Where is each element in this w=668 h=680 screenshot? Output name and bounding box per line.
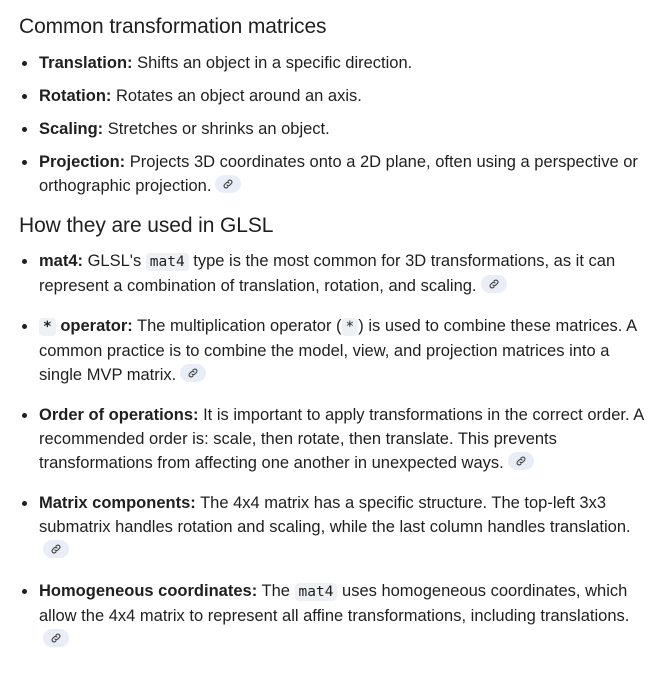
term: Homogeneous coordinates: [39, 582, 258, 600]
description: GLSL's [83, 252, 146, 270]
list-item [19, 117, 668, 141]
term-text: operator: [55, 317, 133, 335]
description: type is the most common for 3D transformations, as it can represent a combination of translation, rotation, and scaling. [39, 252, 616, 295]
list-item [19, 314, 668, 387]
description: The multiplication operator ( [132, 317, 342, 335]
list-item [19, 403, 668, 475]
citation-link-button[interactable] [215, 175, 241, 193]
term [39, 317, 133, 335]
term: Order of operations: [39, 406, 199, 424]
list-item [19, 249, 668, 298]
term: mat4: [39, 252, 84, 270]
citation-link-button[interactable] [481, 275, 507, 293]
description: Shifts an object in a specific direction. [132, 54, 413, 72]
link-icon [187, 367, 199, 379]
section-heading-transformations: Common transformation matrices [19, 15, 327, 38]
list-item [19, 51, 668, 75]
description: The 4x4 matrix has a specific structure. The top-left 3x3 submatrix handles rotation and scaling, while the last column handles translation. [39, 494, 631, 536]
list-item [19, 579, 668, 652]
link-icon [222, 178, 234, 190]
list-item [19, 491, 668, 563]
transformations-list [19, 51, 668, 198]
term: Scaling: [39, 120, 104, 138]
description: Stretches or shrinks an object. [103, 120, 330, 138]
link-icon [50, 543, 62, 555]
description: Projects 3D coordinates onto a 2D plane, often using a perspective or orthographic projection. [39, 153, 638, 195]
link-icon [515, 455, 527, 467]
term: Projection: [39, 153, 126, 171]
inline-code: * [342, 318, 359, 336]
citation-link-button[interactable] [180, 364, 206, 382]
link-icon [50, 632, 62, 644]
citation-link-button[interactable] [43, 629, 69, 647]
description: It is important to apply transformations in the correct order. A recommended order is: scale, then rotate, then translate. This prevents transformations from affecting one another in unexpected ways. [39, 406, 644, 472]
description: Rotates an object around an axis. [111, 87, 362, 105]
term: Matrix components: [39, 494, 196, 512]
inline-code: mat4 [146, 253, 189, 271]
inline-code: mat4 [295, 583, 338, 601]
citation-link-button[interactable] [43, 540, 69, 558]
section-heading-glsl: How they are used in GLSL [19, 214, 274, 237]
list-item [19, 150, 668, 198]
citation-link-button[interactable] [508, 452, 534, 470]
description: ) is used to combine these matrices. A common practice is to combine the model, view, and projection matrices into a single MVP matrix. [39, 317, 637, 384]
glsl-usage-list [19, 249, 668, 652]
term: Rotation: [39, 87, 112, 105]
list-item [19, 84, 668, 108]
description: uses homogeneous coordinates, which allow the 4x4 matrix to represent all affine transformations, including translations. [39, 582, 630, 625]
inline-code: * [39, 318, 56, 336]
link-icon [488, 278, 500, 290]
description: The [257, 582, 295, 600]
term: Translation: [39, 54, 133, 72]
